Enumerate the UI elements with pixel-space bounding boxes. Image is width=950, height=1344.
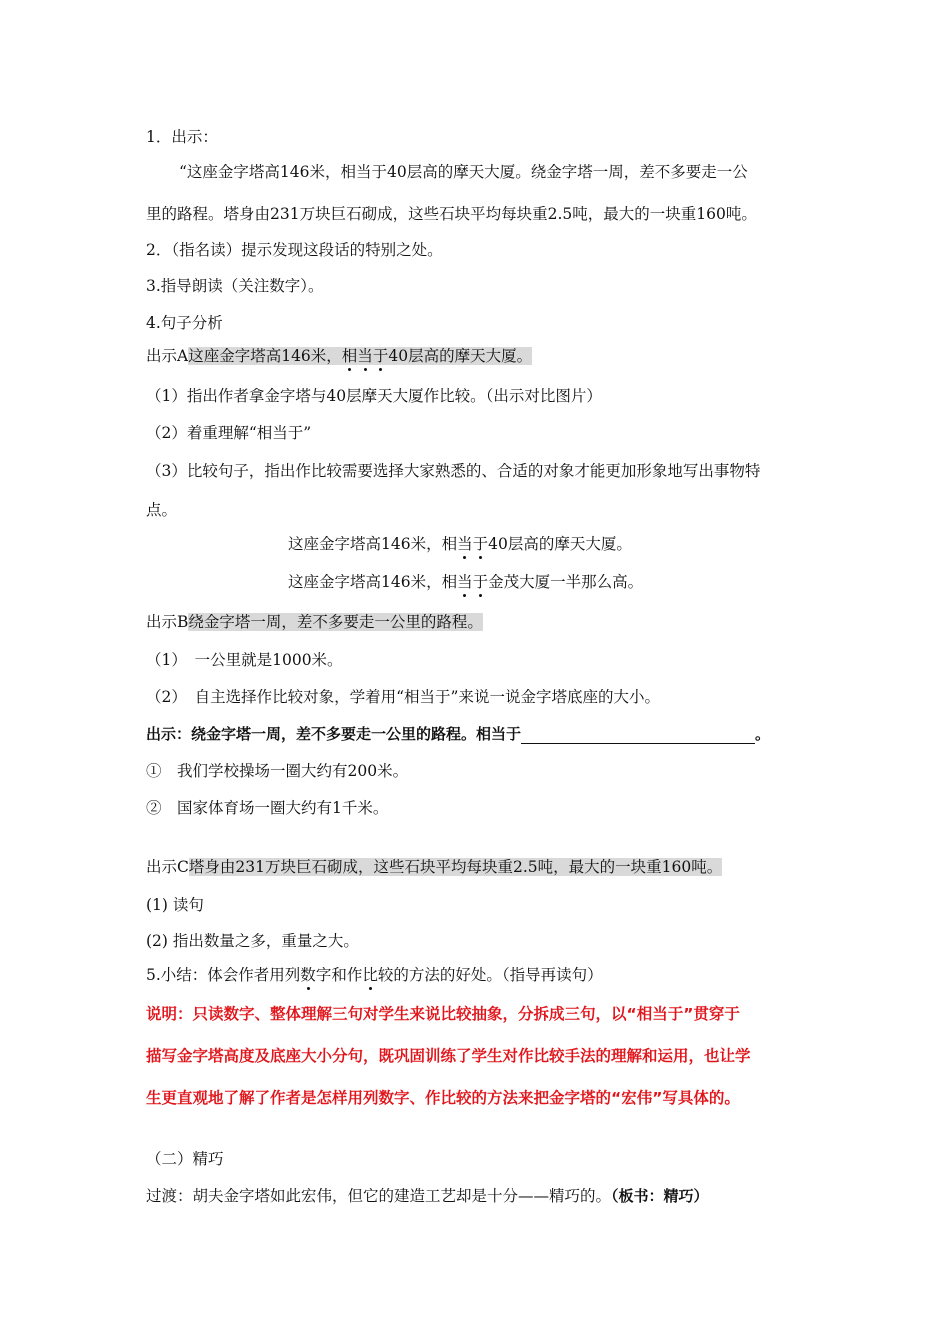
show-c [146,857,722,877]
fill-in-text: 出示：绕金字塔一周，差不多要走一公里的路程。相当于 [146,725,522,743]
show-c-highlight: 塔身由231万块巨石砌成，这些石块平均每块重2.5吨，最大的一块重160吨。 [188,858,723,876]
emphasis-char: 当 [357,347,373,365]
compare-1-pre: 这座金字塔高146米，相 [288,535,458,553]
show-a-highlight [188,347,532,365]
item-3: 3.指导朗读（关注数字）。 [146,277,324,295]
b-item-2: （2） 自主选择作比较对象，学着用“相当于”来说一说金字塔底座的大小。 [146,688,660,706]
option-1: ① 我们学校操场一圈大约有200米。 [146,762,409,780]
show-b [146,612,483,632]
c-item-2: (2) 指出数量之多，重量之大。 [146,932,359,950]
emphasis-char: 数 [300,966,316,984]
item-4: 4.句子分析 [146,314,223,332]
b-item-1: （1） 一公里就是1000米。 [146,651,343,669]
emphasis-char: 当 [457,535,473,553]
show-b-highlight: 绕金字塔一周，差不多要走一公里的路程。 [188,613,483,631]
emphasis-char: 于 [472,573,489,591]
show-a-text-post: 40层高的摩天大厦。 [388,347,533,365]
compare-2-post: 金茂大厦一半那么高。 [488,573,644,591]
summary-pre: 5.小结：体会作者用列 [146,966,301,984]
a-item-3-line-2: 点。 [146,501,178,519]
c-item-1: (1) 读句 [146,896,204,914]
note-line-2: 描写金字塔高度及底座大小分句，既巩固训练了学生对作比较手法的理解和运用，也让学 [146,1047,751,1065]
item-1: 1．出示： [146,128,218,146]
fill-in-end: 。 [755,725,771,743]
transition [146,1186,709,1206]
compare-sentence-1 [288,534,632,554]
show-b-fill-in [146,724,770,744]
summary-mid: 字和作 [315,966,363,984]
option-2: ② 国家体育场一圈大约有1千米。 [146,799,389,817]
emphasis-char: 于 [472,535,489,553]
summary-post: 较的方法的好处。（指导再读句） [377,966,603,984]
compare-1-post: 40层高的摩天大厦。 [488,535,632,553]
emphasis-char: 当 [457,573,473,591]
summary [146,965,603,985]
a-item-1: （1）指出作者拿金字塔与40层摩天大厦作比较。（出示对比图片） [146,387,602,405]
compare-2-pre: 这座金字塔高146米，相 [288,573,458,591]
show-c-prefix: 出示C [146,858,189,876]
show-b-prefix: 出示B [146,613,189,631]
emphasis-char: 于 [372,347,389,365]
a-item-2: （2）着重理解“相当于” [146,424,312,442]
quote-line-2: 里的路程。塔身由231万块巨石砌成，这些石块平均每块重2.5吨，最大的一块重160吨。 [146,205,757,223]
section-heading: （二）精巧 [146,1150,224,1168]
note-line-1: 说明：只读数字、整体理解三句对学生来说比较抽象，分拆成三句，以“相当于”贯穿于 [146,1005,740,1023]
board-note: （板书：精巧） [611,1187,709,1205]
emphasis-char: 相 [341,347,358,365]
fill-in-blank [521,727,755,744]
compare-sentence-2 [288,572,643,592]
show-a-text-pre: 这座金字塔高146米， [188,347,342,365]
emphasis-char: 比 [362,966,378,984]
show-a-prefix: 出示A [146,347,189,365]
show-a [146,346,532,366]
item-2: 2．（指名读）提示发现这段话的特别之处。 [146,241,443,259]
note-line-3: 生更直观地了解了作者是怎样用列数字、作比较的方法来把金字塔的“宏伟”写具体的。 [146,1089,740,1107]
a-item-3-line-1: （3）比较句子，指出作比较需要选择大家熟悉的、合适的对象才能更加形象地写出事物特 [146,462,761,480]
quote-line-1: “这座金字塔高146米，相当于40层高的摩天大厦。绕金字塔一周，差不多要走一公 [179,163,748,181]
transition-text: 过渡：胡夫金字塔如此宏伟，但它的建造工艺却是十分——精巧的。 [146,1187,612,1205]
